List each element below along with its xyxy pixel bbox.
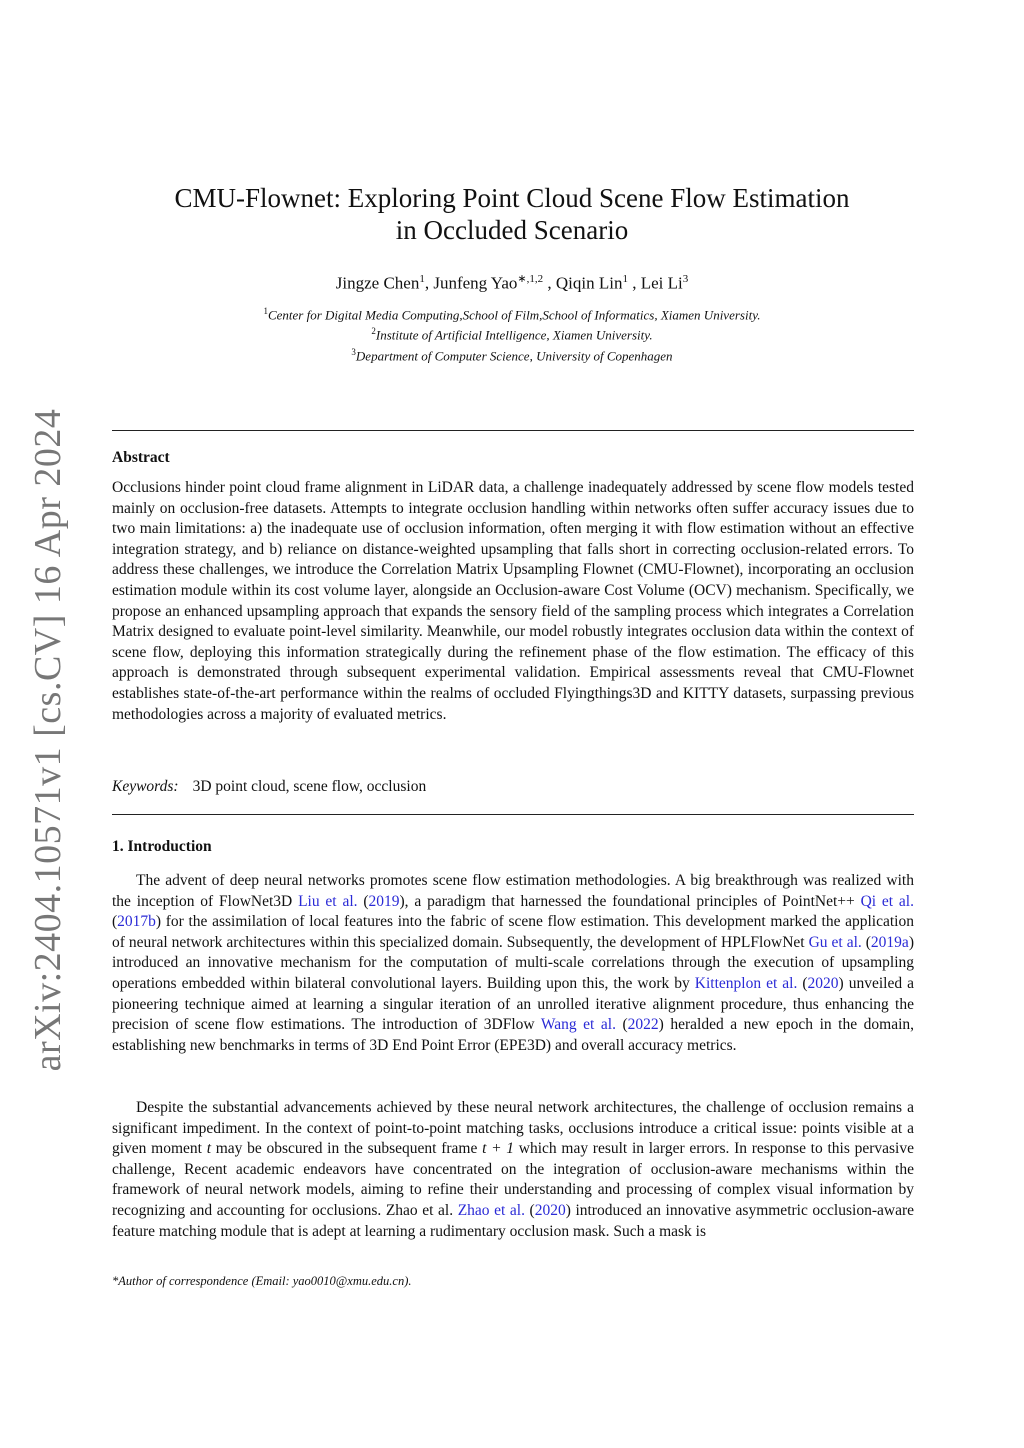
author-name: , Lei Li: [627, 273, 683, 293]
affiliation-mark: 2: [371, 326, 376, 337]
citation-year-link[interactable]: 2017b: [117, 913, 156, 931]
affiliation-mark: 1: [263, 306, 268, 316]
citation-year-link[interactable]: 2020: [807, 974, 839, 992]
author-affil-mark: 1: [622, 273, 628, 285]
title-line-2: in Occluded Scenario: [395, 215, 629, 245]
author-affil-mark: 1: [419, 273, 425, 285]
citation-link[interactable]: Liu et al.: [298, 892, 358, 910]
affiliation-text: Department of Computer Science, University of Copenhagen: [355, 347, 673, 363]
keywords-label: Keywords:: [112, 778, 179, 795]
abstract-text: Occlusions hinder point cloud frame alignment in LiDAR data, a challenge inadequately addressed by scene flow models tested mainly on occlusion-free datasets. Attempts to integrate occlusion handling within networks often suffer accuracy issues due to two main limitations: a) the inadequate use of occlusion information, often merging it with flow estimation without an effective integration strategy, and b) reliance on distance-weighted upsampling that falls short in correcting occlusion-related errors. To address these challenges, we introduce the Correlation Matrix Upsampling Flownet (CMU-Flownet), incorporating an occlusion estimation module within its cost volume layer, alongside an Occlusion-aware Cost Volume (OCV) mechanism. Specifically, we propose an enhanced upsampling approach that expands the sensory field of the sampling process which integrates a Correlation Matrix designed to evaluate point-level similarity. Meanwhile, our model robustly integrates occlusion data within the context of scene flow, deploying this information strategically during the refinement phase of the flow estimation. The efficacy of this approach is demonstrated through subsequent experimental validation. Empirical assessments reveal that CMU-Flownet establishes state-of-the-art performance within the realms of occluded Flyingthings3D and KITTY datasets, surpassing previous methodologies across a majority of evaluated metrics.: [112, 479, 914, 723]
author-list: [112, 272, 912, 294]
affiliation-text: Institute of Artificial Intelligence, Xiamen University.: [375, 327, 653, 343]
affiliation-text: Center for Digital Media Computing,School of Film,School of Informatics, Xiamen University.: [267, 307, 761, 323]
citation-link[interactable]: Kittenplon et al.: [694, 974, 798, 992]
affiliation: [112, 303, 912, 323]
citation-year-link[interactable]: 2019a: [870, 933, 909, 951]
abstract-heading: Abstract: [112, 449, 170, 466]
intro-paragraph-2: Despite the substantial advancements achieved by these neural network architectures, the challenge of occlusion remains a significant impediment. In the context of point-to-point matching tasks, occlusions introduce a critical issue: points visible at a given moment t may be obscured in the subsequent frame t + 1 which may result in larger errors. In response to this pervasive challenge, Recent academic endeavors have concentrated on the integration of occlusion-aware mechanisms within the framework of neural network models, aiming to refine their understanding and processing of complex visual information by recognizing and accounting for occlusions. Zhao et al. Zhao et al. (2020) introduced an innovative asymmetric occlusion-aware feature matching module that is adept at learning a rudimentary occlusion mask. Such a mask is: [112, 1099, 914, 1240]
keywords: [112, 778, 426, 796]
author-affil-mark: ∗,1,2: [517, 273, 544, 285]
affiliations: [112, 303, 912, 364]
citation-link[interactable]: Qi et al.: [860, 892, 914, 910]
abstract-top-rule: [112, 430, 914, 431]
citation-link[interactable]: Wang et al.: [540, 1016, 616, 1034]
math-t-plus-1: t + 1: [482, 1140, 515, 1158]
abstract-bottom-rule: [112, 814, 914, 815]
citation-year-link[interactable]: 2022: [627, 1016, 659, 1034]
introduction-heading: 1. Introduction: [112, 838, 212, 855]
author-name: , Junfeng Yao: [424, 273, 518, 293]
author-name: Jingze Chen: [335, 273, 420, 293]
citation-year-link[interactable]: 2019: [368, 892, 400, 910]
math-t: t: [206, 1140, 211, 1158]
title-line-1: CMU-Flownet: Exploring Point Cloud Scene Flow Estimation: [174, 183, 850, 213]
author-name: , Qiqin Lin: [543, 273, 623, 293]
paper-title: [112, 182, 912, 246]
intro-paragraph-1: The advent of deep neural networks promotes scene flow estimation methodologies. A big breakthrough was realized with the inception of FlowNet3D Liu et al. (2019), a paradigm that harnessed the foundational principles of PointNet++ Qi et al. (2017b) for the assimilation of local features into the fabric of scene flow estimation. This development marked the application of neural network architectures within this specialized domain. Subsequently, the development of HPLFlowNet Gu et al. (2019a) introduced an innovative mechanism for the computation of multi-scale correlations through the execution of upsampling operations embedded within bilateral convolutional layers. Building upon this, the work by Kittenplon et al. (2020) unveiled a pioneering technique aimed at learning a singular iteration of an unrolled iterative alignment procedure, thus enhancing the precision of scene flow estimations. The introduction of 3DFlow Wang et al. (2022) heralded a new epoch in the domain, establishing new benchmarks in terms of 3D End Point Error (EPE3D) and overall accuracy metrics.: [112, 872, 914, 1054]
correspondence-footnote: *Author of correspondence (Email: yao0010@xmu.edu.cn).: [112, 1274, 412, 1288]
arxiv-side-identifier: arXiv:2404.10571v1 [cs.CV] 16 Apr 2024: [27, 408, 69, 1072]
affiliation-mark: 3: [351, 346, 356, 357]
keywords-list: 3D point cloud, scene flow, occlusion: [192, 778, 427, 795]
citation-link[interactable]: Zhao et al.: [457, 1201, 525, 1219]
affiliation: [112, 323, 912, 343]
citation-link[interactable]: Gu et al.: [808, 933, 862, 951]
affiliation: [112, 344, 912, 364]
citation-year-link[interactable]: 2020: [534, 1201, 566, 1219]
author-affil-mark: 3: [682, 273, 689, 285]
